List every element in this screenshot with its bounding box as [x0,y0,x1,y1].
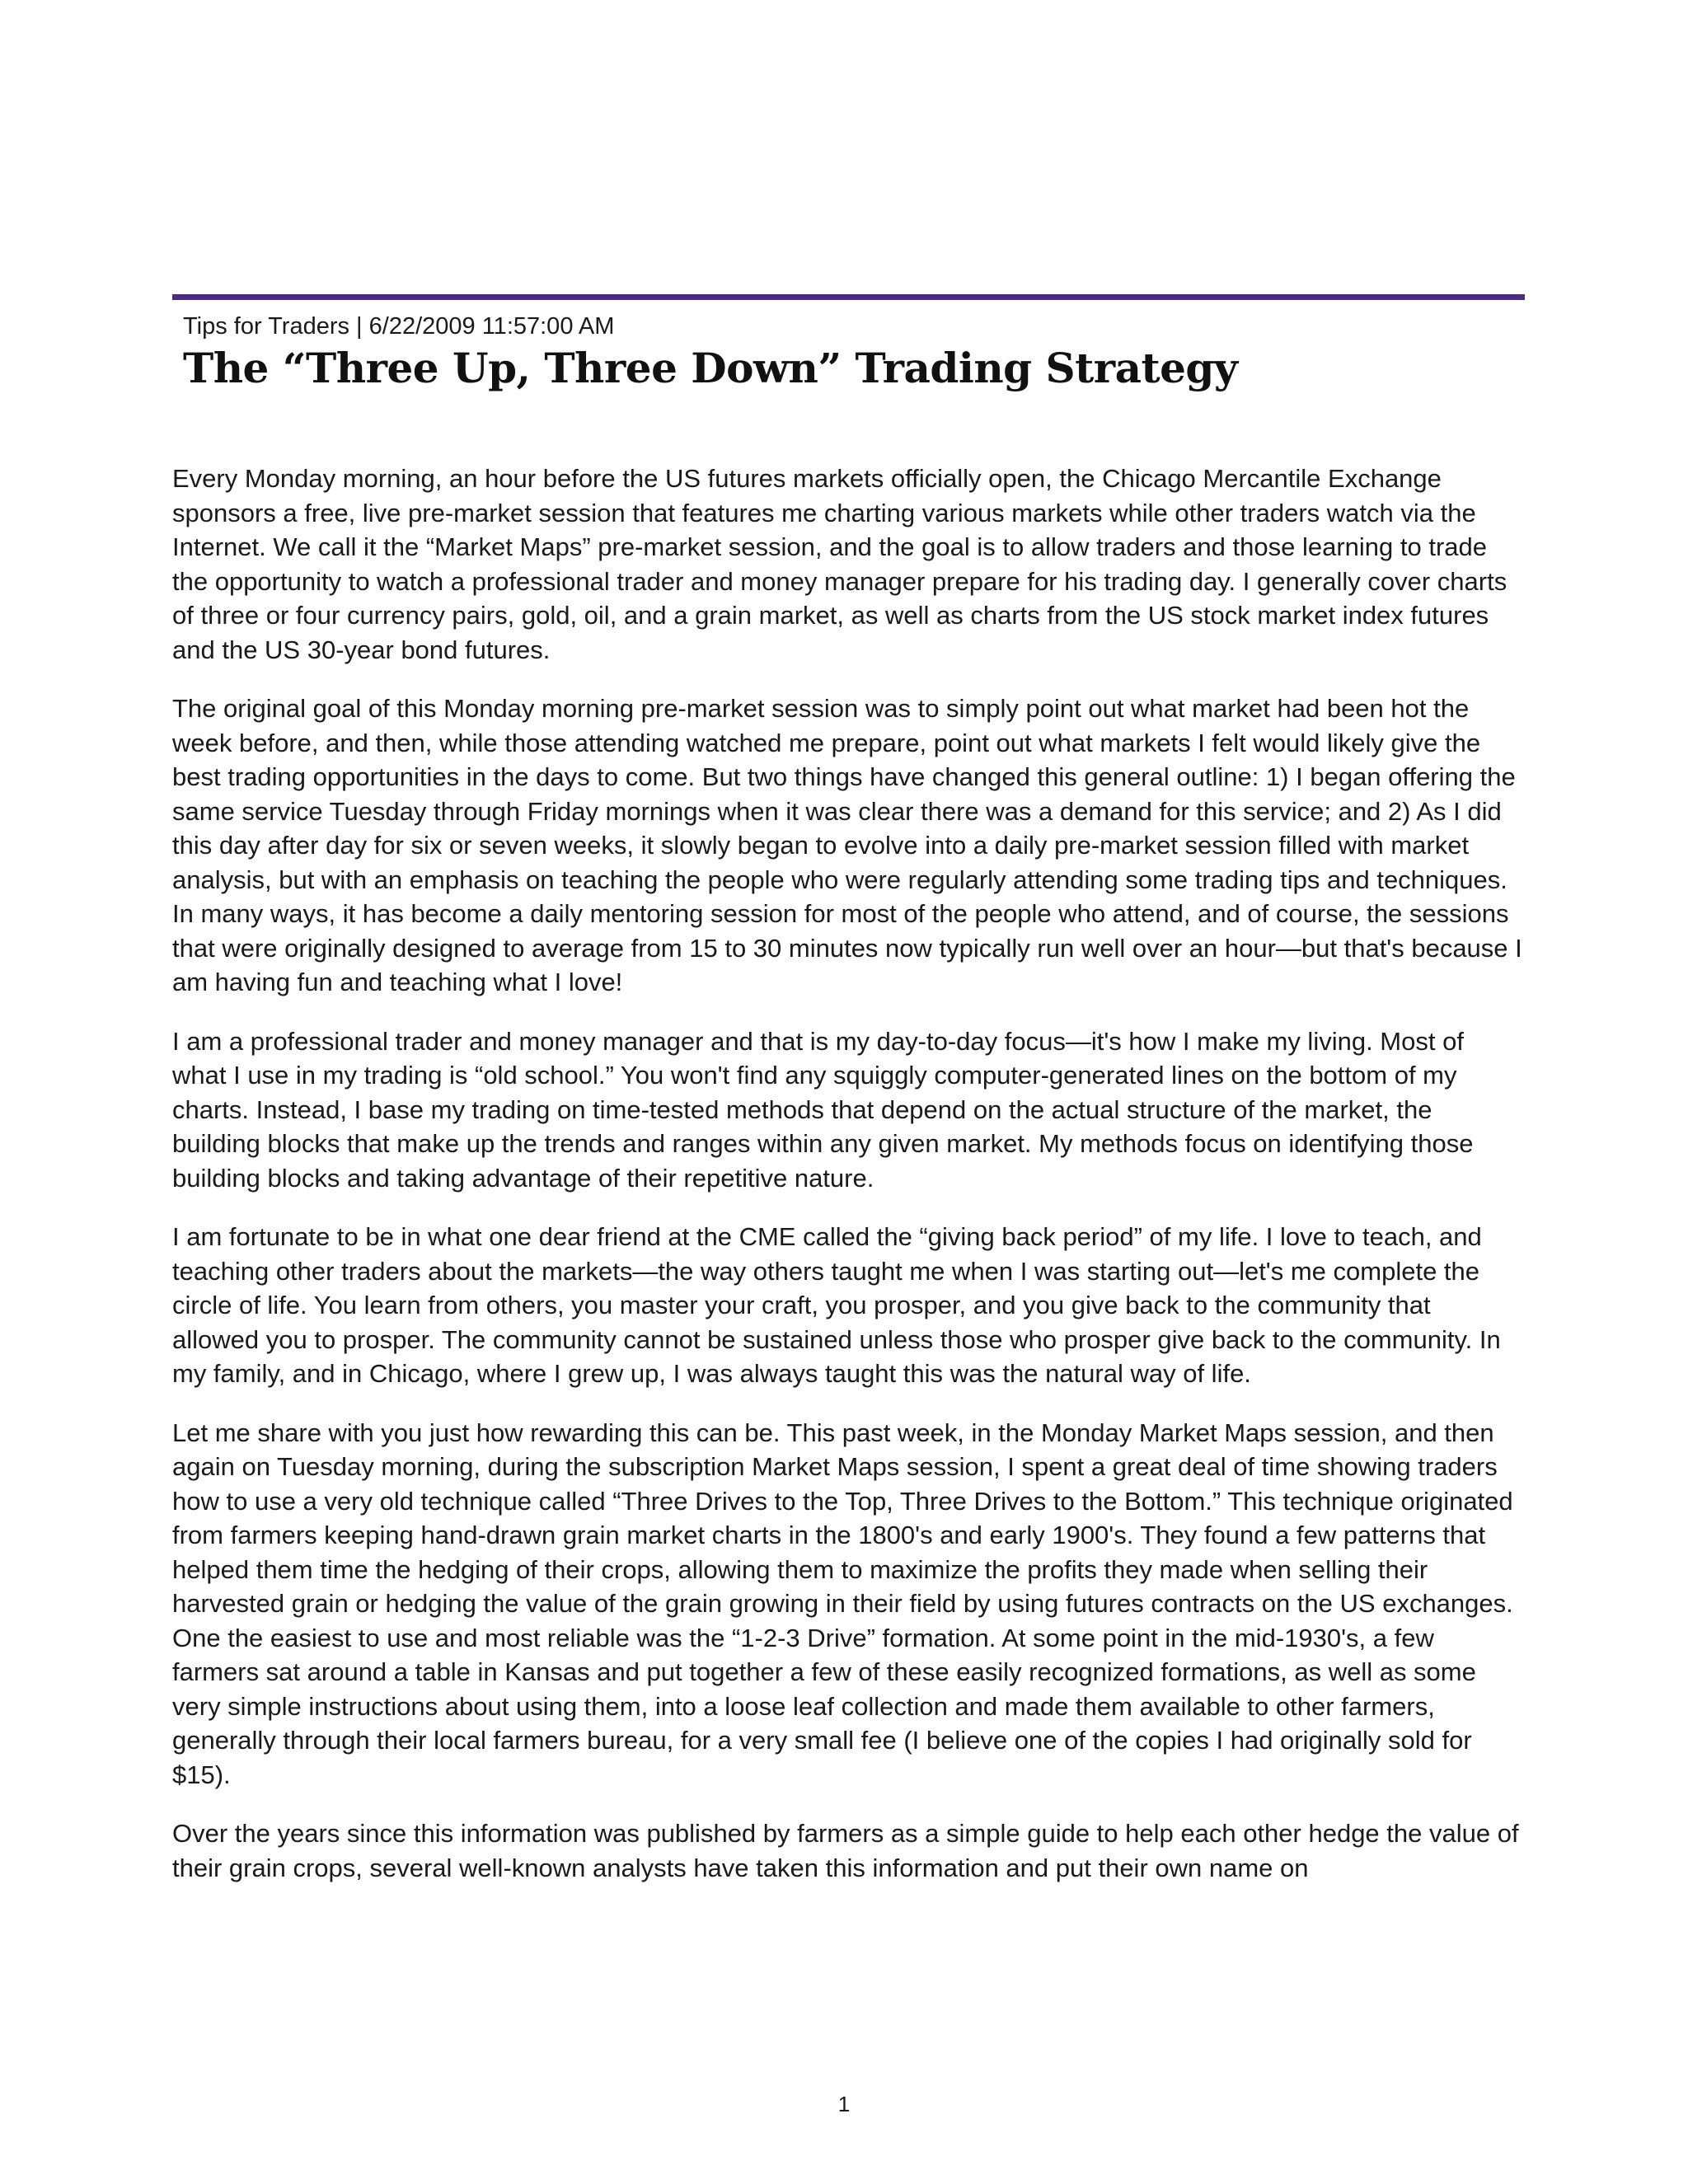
meta-separator: | [349,313,369,340]
article-title: The “Three Up, Three Down” Trading Strategy [183,344,1238,392]
header-rule [172,294,1525,300]
page-number: 1 [837,2092,851,2116]
article-meta [183,312,614,341]
article-paragraph: I am a professional trader and money manager and that is my day-to-day focus—it's how I make my living. Most of what I use in my trading is “old school.” You won't find any squiggly computer-generated lines on the bottom of my charts. Instead, I base my trading on time-tested methods that depend on the actual structure of the market, the building blocks that make up the trends and ranges within any given market. My methods focus on identifying those building blocks and taking advantage of their repetitive nature. [172,1026,1474,1193]
article-body [172,462,1524,1910]
article-paragraph: Over the years since this information was published by farmers as a simple guide to help each other hedge the value of their grain crops, several well-known analysts have taken this information and put their own name on [172,1819,1519,1882]
article-paragraph: Let me share with you just how rewarding this can be. This past week, in the Monday Market Maps session, and then again on Tuesday morning, during the subscription Market Maps session, I spent a great deal of time showing traders how to use a very old technique called “Three Drives to the Top, Three Drives to the Bottom.” This technique originated from farmers keeping hand-drawn grain market charts in the 1800's and early 1900's. They found a few patterns that helped them time the hedging of their crops, allowing them to maximize the profits they made when selling their harvested grain or hedging the value of the grain growing in their field by using futures contracts on the US exchanges. One the easiest to use and most reliable was the “1-2-3 Drive” formation. At some point in the mid-1930's, a few farmers sat around a table in Kansas and put together a few of these easily recognized formations, as well as some very simple instructions about using them, into a loose leaf collection and made them available to other farmers, generally through their local farmers bureau, for a very small fee (I believe one of the copies I had originally sold for $15). [172,1418,1513,1789]
article-timestamp: 6/22/2009 11:57:00 AM [368,313,615,340]
article-paragraph: The original goal of this Monday morning pre-market session was to simply point out what market had been hot the week before, and then, while those attending watched me prepare, point out what markets I felt would likely give the best trading opportunities in the days to come. But two things have changed this general outline: 1) I began offering the same service Tuesday through Friday mornings when it was clear there was a demand for this service; and 2) As I did this day after day for six or seven weeks, it slowly began to evolve into a daily pre-market session filled with market analysis, but with an emphasis on teaching the people who were regularly attending some trading tips and techniques. In many ways, it has become a daily mentoring session for most of the people who attend, and of course, the sessions that were originally designed to average from 15 to 30 minutes now typically run well over an hour—but that's because I am having fun and teaching what I love! [172,694,1522,996]
article-category: Tips for Traders [183,313,349,340]
article-paragraph: Every Monday morning, an hour before the US futures markets officially open, the Chicago Mercantile Exchange sponsors a free, live pre-market session that features me charting various markets while other traders watch via the Internet. We call it the “Market Maps” pre-market session, and the goal is to allow traders and those learning to trade the opportunity to watch a professional trader and money manager prepare for his trading day. I generally cover charts of three or four currency pairs, gold, oil, and a grain market, as well as charts from the US stock market index futures and the US 30-year bond futures. [172,464,1507,664]
article-paragraph: I am fortunate to be in what one dear friend at the CME called the “giving back period” of my life. I love to teach, and teaching other traders about the markets—the way others taught me when I was starting out—let's me complete the circle of life. You learn from others, you master your craft, you prosper, and you give back to the community that allowed you to prosper. The community cannot be sustained unless those who prosper give back to the community. In my family, and in Chicago, where I grew up, I was always taught this was the natural way of life. [172,1222,1501,1388]
